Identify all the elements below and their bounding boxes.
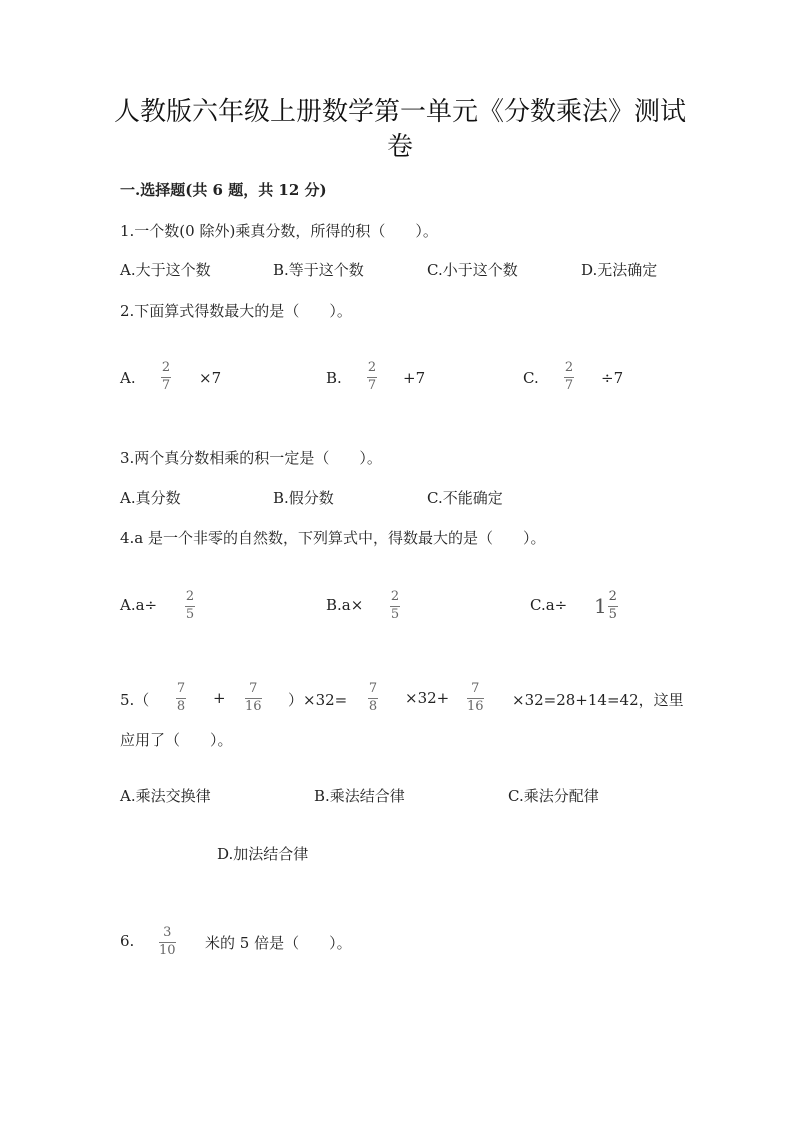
fraction-denominator: 16	[245, 699, 262, 714]
q6-fraction	[159, 926, 176, 958]
fraction-numerator: 7	[471, 681, 480, 696]
q2-option-c-operator: ÷7	[601, 369, 624, 387]
fraction-denominator: 7	[161, 378, 171, 393]
fraction-denominator: 5	[608, 607, 617, 622]
fraction-denominator: 8	[368, 699, 378, 714]
q4-option-c-label: C.a÷	[530, 596, 568, 614]
page-title-line2: 卷	[386, 132, 413, 162]
q2-option-a-fraction	[161, 361, 171, 393]
question-3-stem: 3.两个真分数相乘的积一定是（ ）。	[120, 449, 382, 467]
q5-mid1: ）×32=	[288, 691, 348, 709]
q4-option-b-label: B.a×	[326, 596, 364, 614]
fraction-numerator: 2	[564, 360, 574, 375]
q5-tail: ×32=28+14=42，这里	[512, 691, 684, 709]
q5-option-b: B.乘法结合律	[314, 787, 405, 805]
q3-option-c: C.不能确定	[427, 489, 503, 507]
fraction-denominator: 7	[367, 378, 377, 393]
fraction-denominator: 7	[564, 378, 574, 393]
q5-fraction-7-8-a	[176, 682, 186, 714]
fraction-numerator: 7	[368, 681, 378, 696]
q1-option-b: B.等于这个数	[273, 261, 364, 279]
q5-option-d: D.加法结合律	[217, 845, 309, 863]
fraction-numerator: 2	[161, 360, 171, 375]
fraction-numerator: 2	[367, 360, 377, 375]
q1-option-d: D.无法确定	[581, 261, 658, 279]
fraction-denominator: 5	[390, 607, 400, 622]
mixed-fraction	[608, 590, 618, 622]
mixed-whole: 1	[594, 594, 607, 618]
q5-mid2: ×32+	[405, 689, 450, 707]
q5-plus: +	[213, 689, 226, 707]
q4-option-c-mixed-number	[594, 590, 618, 622]
q4-option-a-fraction	[185, 590, 195, 622]
q2-option-b-label: B.	[326, 369, 342, 387]
fraction-numerator: 2	[185, 589, 195, 604]
fraction-numerator: 3	[163, 925, 172, 940]
fraction-denominator: 5	[185, 607, 195, 622]
q4-option-a-label: A.a÷	[120, 596, 158, 614]
fraction-numerator: 7	[176, 681, 186, 696]
q4-option-b-fraction	[390, 590, 400, 622]
q2-option-a-operator: ×7	[199, 369, 222, 387]
section-heading: 一.选择题(共 6 题，共 12 分)	[120, 181, 327, 199]
fraction-denominator: 8	[176, 699, 186, 714]
q5-option-a: A.乘法交换律	[120, 787, 211, 805]
fraction-numerator: 2	[608, 589, 617, 604]
question-1-stem: 1.一个数(0 除外)乘真分数，所得的积（ ）。	[120, 222, 438, 240]
fraction-numerator: 2	[390, 589, 400, 604]
q1-option-c: C.小于这个数	[427, 261, 518, 279]
q5-open: 5.（	[120, 691, 150, 709]
question-4-stem: 4.a 是一个非零的自然数，下列算式中，得数最大的是（ ）。	[120, 529, 546, 547]
q2-option-c-fraction	[564, 361, 574, 393]
q2-option-c-label: C.	[523, 369, 539, 387]
q5-fraction-7-16-b	[467, 682, 484, 714]
q1-option-a: A.大于这个数	[120, 261, 211, 279]
fraction-numerator: 7	[249, 681, 258, 696]
q3-option-a: A.真分数	[120, 489, 181, 507]
q6-label: 6.	[120, 932, 135, 950]
fraction-denominator: 10	[159, 943, 176, 958]
q2-option-a-label: A.	[120, 369, 136, 387]
page-title-line1: 人教版六年级上册数学第一单元《分数乘法》测试	[113, 97, 686, 127]
q5-fraction-7-16-a	[245, 682, 262, 714]
q6-text: 米的 5 倍是（ ）。	[205, 934, 352, 952]
question-2-stem: 2.下面算式得数最大的是（ ）。	[120, 302, 352, 320]
q3-option-b: B.假分数	[273, 489, 334, 507]
q5-fraction-7-8-b	[368, 682, 378, 714]
q2-option-b-fraction	[367, 361, 377, 393]
fraction-denominator: 16	[467, 699, 484, 714]
q5-line2: 应用了（ ）。	[120, 731, 233, 749]
q5-option-c: C.乘法分配律	[508, 787, 599, 805]
q2-option-b-operator: +7	[403, 369, 426, 387]
